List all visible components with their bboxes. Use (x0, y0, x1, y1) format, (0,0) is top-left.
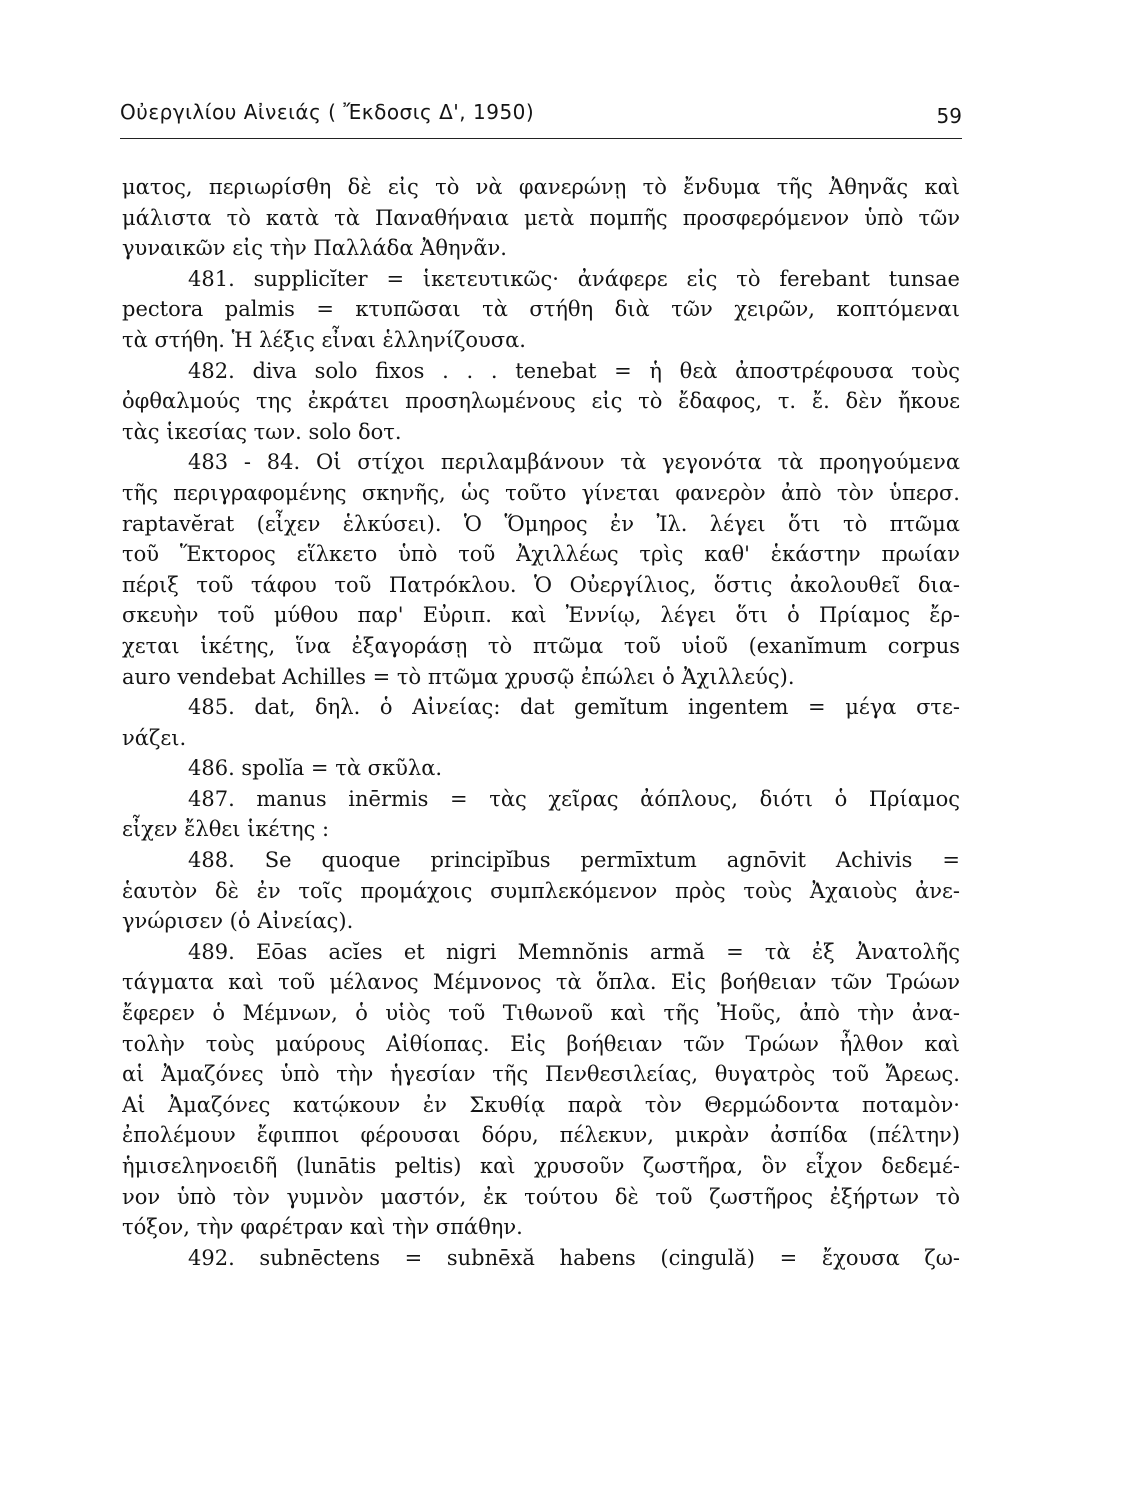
text-line: pectora palmis = κτυπῶσαι τὰ στήθη διὰ τῶν χειρῶν, κοπτόμεναι (122, 297, 960, 322)
text-line: ἔφερεν ὁ Μέμνων, ὁ υἱὸς τοῦ Τιθωνοῦ καὶ τῆς Ἠοῦς, ἀπὸ τὴν ἀνα- (122, 1001, 960, 1026)
text-line: χεται ἱκέτης, ἵνα ἐξαγοράσῃ τὸ πτῶμα τοῦ υἱοῦ (exanĭmum corpus (122, 633, 960, 658)
text-line: νον ὑπὸ τὸν γυμνὸν μαστόν, ἐκ τούτου δὲ τοῦ ζωστῆρος ἐξήρτων τὸ (122, 1184, 960, 1209)
note-488: 488. Se quoque principĭbus permīxtum agnōvit Achivis = (188, 848, 960, 873)
text-line: σκευὴν τοῦ μύθου παρ' Εὐριπ. καὶ Ἐννίῳ, λέγει ὅτι ὁ Πρίαμος ἔρ- (122, 603, 960, 628)
note-487: 487. manus inērmis = τὰς χεῖρας ἀόπλους, διότι ὁ Πρίαμος (188, 786, 960, 811)
text-line: raptavĕrat (εἶχεν ἑλκύσει). Ὁ Ὅμηρος ἐν Ἰλ. λέγει ὅτι τὸ πτῶμα (122, 511, 960, 536)
text-line: auro vendebat Achilles = τὸ πτῶμα χρυσῷ ἐπώλει ὁ Ἀχιλλεύς). (122, 664, 795, 689)
text-line: πέριξ τοῦ τάφου τοῦ Πατρόκλου. Ὁ Οὐεργίλιος, ὅστις ἀκολουθεῖ δια- (122, 572, 960, 597)
text-line: τὰς ἱκεσίας των. solo δοτ. (122, 419, 402, 444)
running-title: Οὐεργιλίου Αἰνειάς ( Ἔκδοσις Δ', 1950) (120, 100, 535, 124)
text-line: ὀφθαλμούς της ἐκράτει προσηλωμένους εἰς τὸ ἔδαφος, τ. ἔ. δὲν ἤκουε (122, 389, 960, 414)
commentary-text (122, 172, 960, 1273)
text-line: τὰ στήθη. Ἡ λέξις εἶναι ἑλληνίζουσα. (122, 327, 526, 352)
text-line: τολὴν τοὺς μαύρους Αἰθίοπας. Εἰς βοήθειαν τῶν Τρώων ἦλθον καὶ (122, 1031, 960, 1056)
text-line: ἡμισεληνοειδῆ (lunātis peltis) καὶ χρυσοῦν ζωστῆρα, ὃν εἶχον δεδεμέ- (122, 1154, 960, 1178)
text-line: ἑαυτὸν δὲ ἐν τοῖς προμάχοις συμπλεκόμενον πρὸς τοὺς Ἀχαιοὺς ἀνε- (122, 878, 960, 903)
text-line: γυναικῶν εἰς τὴν Παλλάδα Ἀθηνᾶν. (122, 236, 507, 261)
text-line: τόξον, τὴν φαρέτραν καὶ τὴν σπάθην. (122, 1215, 523, 1240)
note-483-84: 483 - 84. Οἱ στίχοι περιλαμβάνουν τὰ γεγονότα τὰ προηγούμενα (188, 450, 960, 475)
text-line: αἱ Ἀμαζόνες ὑπὸ τὴν ἡγεσίαν τῆς Πενθεσιλείας, θυγατρὸς τοῦ Ἄρεως. (122, 1062, 960, 1087)
text-line: τῆς περιγραφομένης σκηνῆς, ὡς τοῦτο γίνεται φανερὸν ἀπὸ τὸν ὑπερσ. (122, 480, 960, 505)
note-481: 481. supplicĭter = ἱκετευτικῶς· ἀνάφερε εἰς τὸ ferebant tunsae (188, 266, 960, 291)
note-482: 482. diva solo fixos . . . tenebat = ἡ θεὰ ἀποστρέφουσα τοὺς (188, 358, 960, 383)
page-number: 59 (936, 104, 962, 128)
text-line: μάλιστα τὸ κατὰ τὰ Παναθήναια μετὰ πομπῆς προσφερόμενον ὑπὸ τῶν (122, 205, 960, 230)
text-line: Αἱ Ἀμαζόνες κατῴκουν ἐν Σκυθίᾳ παρὰ τὸν Θερμώδοντα ποταμὸν· (122, 1092, 960, 1117)
note-489: 489. Eōas acĭes et nigri Memnŏnis armă = τὰ ἐξ Ἀνατολῆς (188, 939, 960, 964)
text-line: γνώρισεν (ὁ Αἰνείας). (122, 909, 354, 934)
note-485: 485. dat, δηλ. ὁ Αἰνείας: dat gemĭtum ingentem = μέγα στε- (188, 695, 960, 720)
text-line: νάζει. (122, 725, 187, 750)
text-line: ματος, περιωρίσθη δὲ εἰς τὸ νὰ φανερώνῃ τὸ ἔνδυμα τῆς Ἀθηνᾶς καὶ (122, 175, 960, 199)
note-492: 492. subnēctens = subnēxă habens (cingulă) = ἔχουσα ζω- (188, 1245, 960, 1270)
text-line: ἐπολέμουν ἔφιπποι φέρουσαι δόρυ, πέλεκυν, μικρὰν ἀσπίδα (πέλτην) (122, 1123, 960, 1148)
note-486: 486. spolĭa = τὰ σκῦλα. (188, 756, 443, 781)
text-line: τοῦ Ἕκτορος εἵλκετο ὑπὸ τοῦ Ἀχιλλέως τρὶς καθ' ἑκάστην πρωίαν (122, 542, 960, 567)
text-line: τάγματα καὶ τοῦ μέλανος Μέμνονος τὰ ὅπλα. Εἰς βοήθειαν τῶν Τρώων (122, 970, 960, 995)
running-header (120, 98, 962, 139)
text-line: εἶχεν ἔλθει ἱκέτης : (122, 817, 330, 842)
